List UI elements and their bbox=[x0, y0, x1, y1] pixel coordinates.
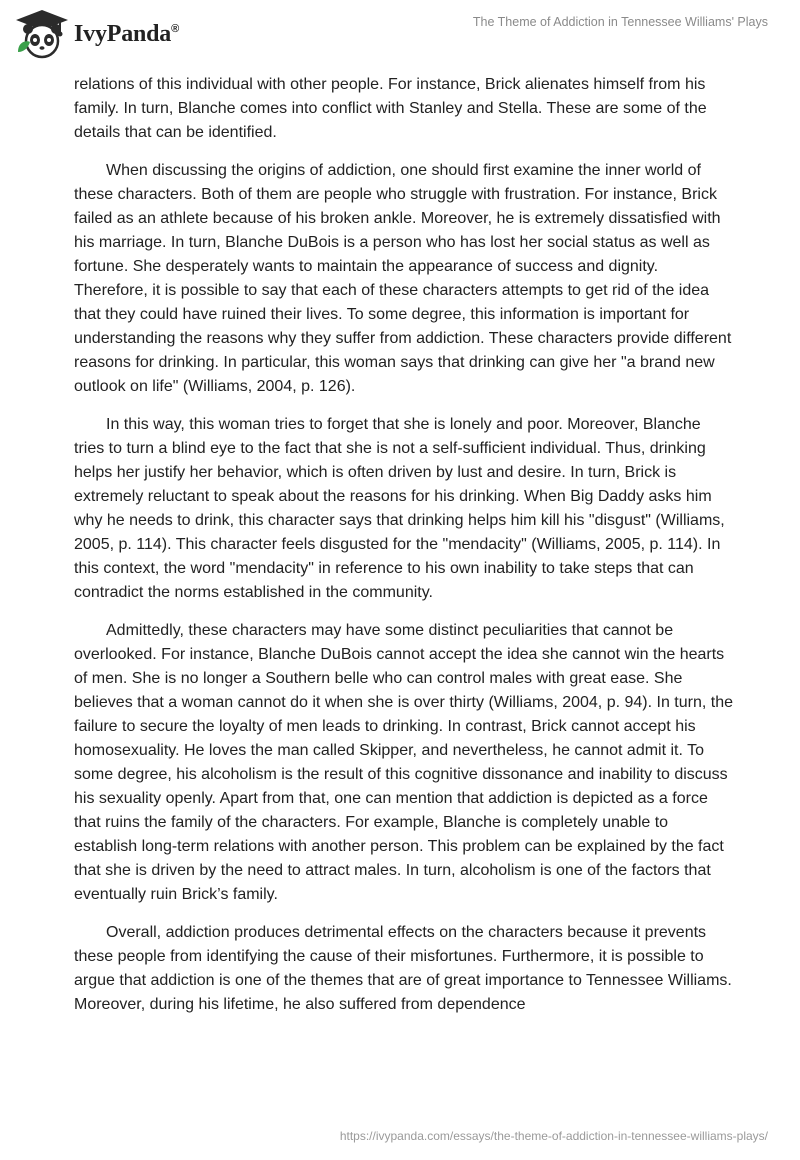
page-header bbox=[0, 0, 800, 64]
registered-mark: ® bbox=[171, 22, 180, 35]
ivypanda-logo[interactable] bbox=[14, 8, 179, 60]
source-url-link[interactable]: https://ivypanda.com/essays/the-theme-of-addiction-in-tennessee-williams-plays/ bbox=[339, 1129, 768, 1143]
document-title: The Theme of Addiction in Tennessee Williams' Plays bbox=[472, 15, 768, 29]
brand-text: IvyPanda bbox=[74, 20, 172, 47]
paragraph: In this way, this woman tries to forget that she is lonely and poor. Moreover, Blanche tries to turn a blind eye to the fact that she is not a self-sufficient individual. Thus, drinking helps her justify her behavior, which is often driven by lust and desire. In turn, Brick is extremely reluctant to speak about the reasons for his drinking. When Big Daddy asks him why he needs to drink, this character says that drinking helps him kill his "disgust" (Williams, 2005, p. 114). This character feels disgusted for the "mendacity" (Williams, 2005, p. 114). In this context, the word "mendacity" in reference to his own inability to take steps that can contradict the norms established in the community. bbox=[74, 416, 725, 601]
essay-body bbox=[74, 73, 734, 1031]
paragraph: Admittedly, these characters may have some distinct peculiarities that cannot be overlooked. For instance, Blanche DuBois cannot accept the idea she cannot win the hearts of men. She is no longer a Southern belle who can control males with great ease. She believes that a woman cannot do it when she is over thirty (Williams, 2004, p. 94). In turn, the failure to secure the loyalty of men leads to drinking. In contrast, Brick cannot accept his homosexuality. He loves the man called Skipper, and nevertheless, he cannot admit it. To some degree, his alcoholism is the result of this cognitive dissonance and inability to discuss his sexuality openly. Apart from that, one can mention that addiction is depicted as a force that ruins the family of the characters. For example, Blanche is completely unable to establish long-term relations with another person. This problem can be explained by the fact that she is driven by the need to attract males. In turn, alcoholism is one of the factors that eventually ruin Brick’s family. bbox=[74, 622, 733, 903]
panda-graduate-icon bbox=[14, 8, 70, 60]
paragraph: Overall, addiction produces detrimental effects on the characters because it prevents these people from identifying the cause of their misfortunes. Furthermore, it is possible to argue that addiction is one of the themes that are of great importance to Tennessee Williams. Moreover, during his lifetime, he also suffered from dependence bbox=[74, 924, 732, 1013]
brand-name bbox=[74, 21, 179, 48]
paragraph: When discussing the origins of addiction, one should first examine the inner world of these characters. Both of them are people who struggle with frustration. For instance, Brick failed as an athlete because of his broken ankle. Moreover, he is extremely dissatisfied with his marriage. In turn, Blanche DuBois is a person who has lost her social status as well as fortune. She desperately wants to maintain the appearance of success and dignity. Therefore, it is possible to say that each of these characters attempts to get rid of the idea that they could have ruined their lives. To some degree, this information is important for understanding the reasons why they suffer from addiction. These characters provide different reasons for drinking. In particular, this woman says that drinking can give her "a brand new outlook on life" (Williams, 2004, p. 126). bbox=[74, 162, 732, 395]
paragraph: relations of this individual with other people. For instance, Brick alienates himself from his family. In turn, Blanche comes into conflict with Stanley and Stella. These are some of the details that can be identified. bbox=[74, 76, 707, 141]
